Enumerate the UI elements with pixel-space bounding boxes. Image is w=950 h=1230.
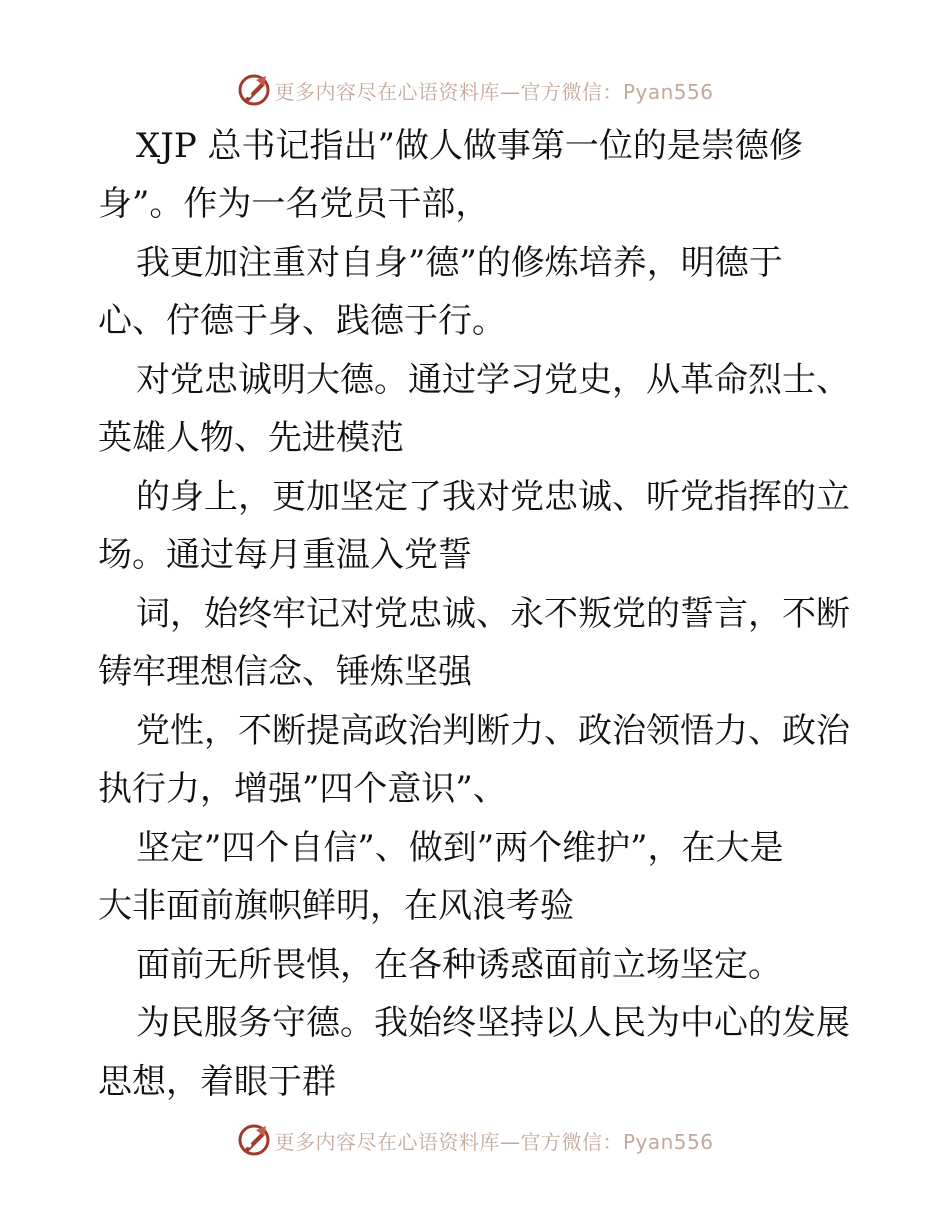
text-line: 面前无所畏惧，在各种诱惑面前立场坚定。: [136, 945, 782, 985]
header-banner: [0, 70, 950, 110]
quill-logo-icon: [236, 1122, 272, 1158]
footer-banner: [0, 1120, 950, 1160]
text-line: 场。通过每月重温入党誓: [98, 535, 472, 575]
text-line: XJP 总书记指出”做人做事第一位的是崇德修: [136, 126, 803, 166]
text-line: 我更加注重对自身”德”的修炼培养，明德于: [136, 243, 783, 283]
quill-logo-icon: [236, 72, 272, 108]
text-line: 铸牢理想信念、锤炼坚强: [98, 652, 472, 692]
footer-banner-text: 更多内容尽在心语资料库—官方微信：Pyan556: [274, 1129, 714, 1154]
text-line: 词，始终牢记对党忠诚、永不叛党的誓言，不断: [136, 594, 850, 634]
text-line: 思想，着眼于群: [98, 1062, 336, 1102]
text-line: 英雄人物、先进模范: [98, 418, 404, 458]
text-line: 执行力，增强”四个意识”、: [98, 769, 507, 809]
text-line: 为民服务守德。我始终坚持以人民为中心的发展: [136, 1003, 850, 1043]
text-line: 身”。作为一名党员干部，: [98, 184, 490, 224]
text-line: 的身上，更加坚定了我对党忠诚、听党指挥的立: [136, 477, 850, 517]
text-line: 大非面前旗帜鲜明，在风浪考验: [98, 886, 574, 926]
text-line: 心、佇德于身、践德于行。: [98, 301, 506, 341]
header-banner-text: 更多内容尽在心语资料库—官方微信：Pyan556: [274, 79, 714, 104]
text-line: 坚定”四个自信”、做到”两个维护”，在大是: [136, 828, 784, 868]
text-line: 对党忠诚明大德。通过学习党史，从革命烈士、: [136, 360, 850, 400]
text-line: 党性，不断提高政治判断力、政治领悟力、政治: [136, 711, 850, 751]
